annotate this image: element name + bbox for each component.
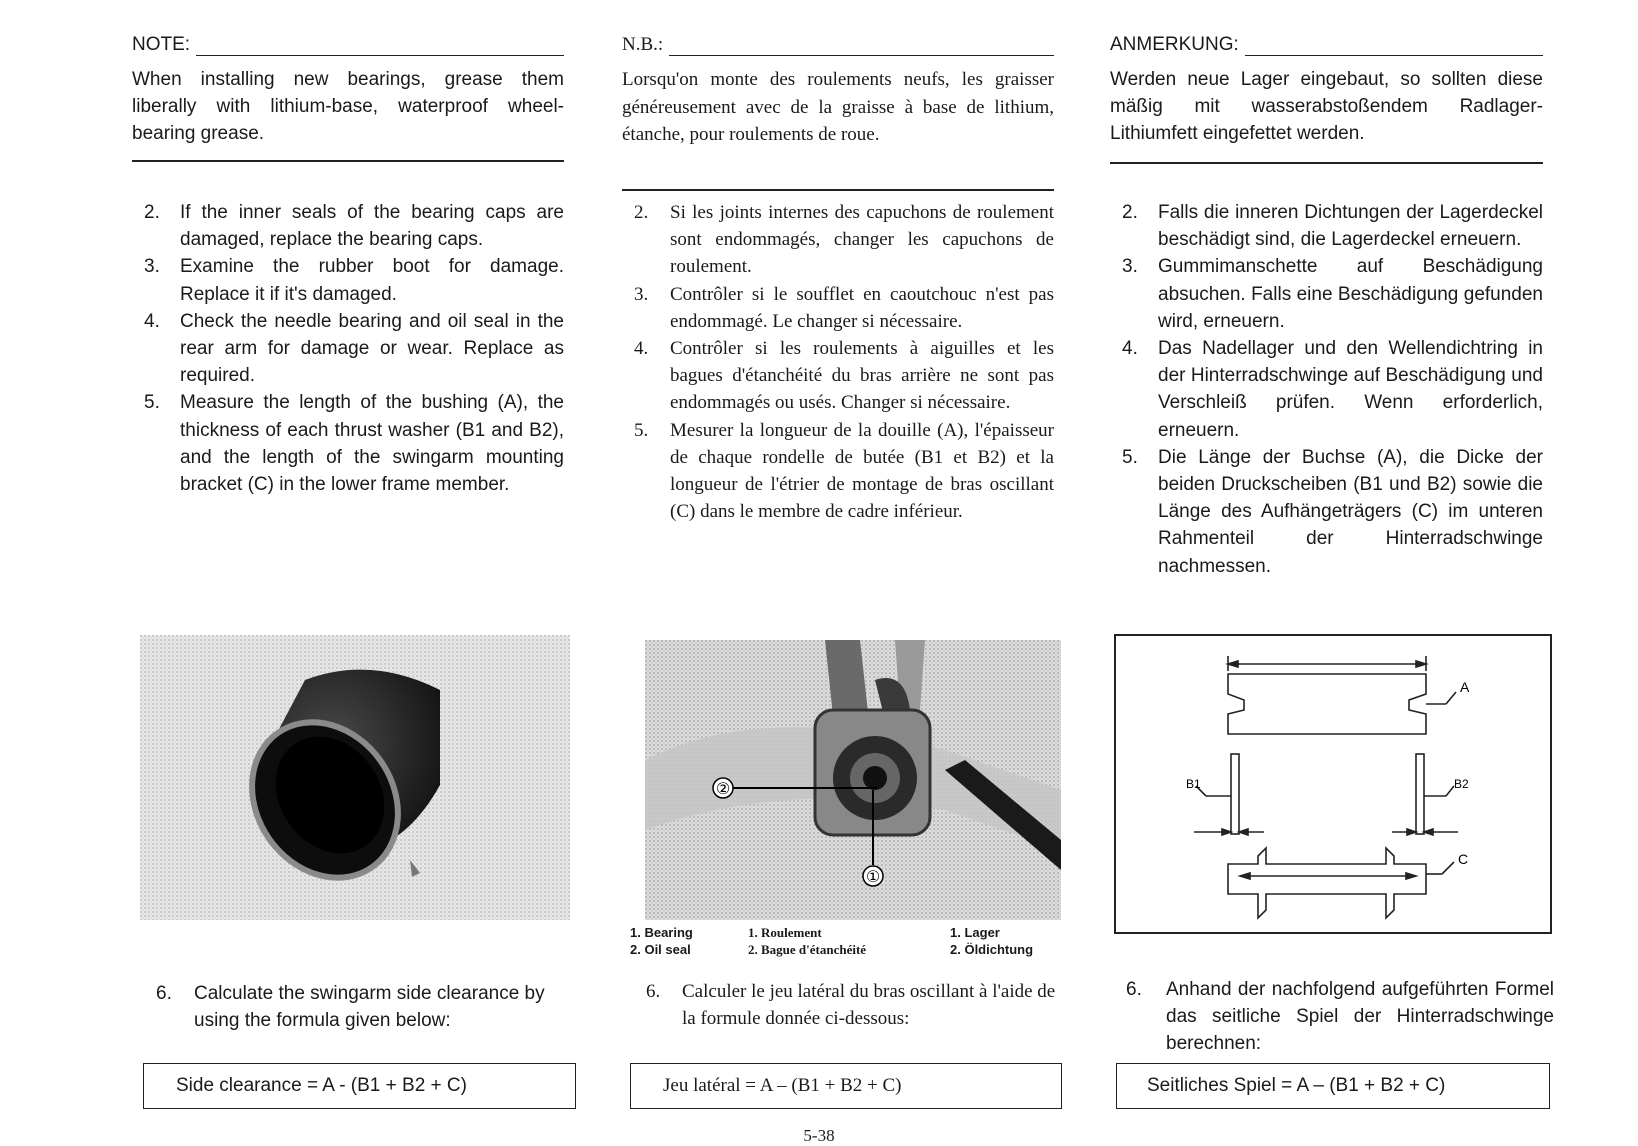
list-item: 2. If the inner seals of the bearing caps are damaged, replace the bearing caps. xyxy=(144,202,564,251)
note-rule-de xyxy=(1245,41,1543,56)
note-text-en: When installing new bearings, grease them liberally with lithium-base, waterproof wheel-bearing grease. xyxy=(132,69,564,144)
formula-box-fr xyxy=(630,1063,1062,1109)
label-c: C xyxy=(1458,851,1469,867)
legend-en: 1. Bearing 2. Oil seal xyxy=(630,925,693,957)
list-item: 2. Si les joints internes des capuchons de roulement sont endommagés, changer les capuchons de roulement. xyxy=(634,202,1054,278)
list-item: 4. Das Nadellager und den Wellendichtring in der Hinterradschwinge auf Beschädigung und Verschleiß prüfen. Wenn erforderlich, erneuern. xyxy=(1122,338,1543,441)
list-item: 3. Examine the rubber boot for damage. Replace it if it's damaged. xyxy=(144,256,564,305)
page-number: 5-38 xyxy=(803,1126,835,1145)
measurement-diagram xyxy=(1114,634,1552,934)
callout-1: ① xyxy=(865,867,881,886)
list-item: 2. Falls die inneren Dichtungen der Lagerdeckel beschädigt sind, die Lagerdeckel erneuern. xyxy=(1122,202,1543,251)
list-item: 3. Contrôler si le soufflet en caoutchouc n'est pas endommagé. Le changer si nécessaire. xyxy=(634,283,1054,332)
note-text-de: Werden neue Lager eingebaut, so sollten diese mäßig mit wasserabstoßendem Radlager-Lithiumfett eingefettet werden. xyxy=(1110,69,1543,144)
note-label-en: NOTE: xyxy=(132,34,191,55)
note-text-fr: Lorsqu'on monte des roulements neufs, les graisser généreusement avec de la graisse à base de lithium, étanche, pour roulements de roue. xyxy=(622,69,1054,145)
label-b2: B2 xyxy=(1454,777,1469,791)
steps-list-en xyxy=(134,199,564,498)
list-item: 5. Mesurer la longueur de la douille (A), l'épaisseur de chaque rondelle de butée (B1 et B2) et la longueur de l'étrier de montage de bras oscillant (C) dans le membre de cadre inférieur. xyxy=(634,419,1054,523)
formula-box-en xyxy=(143,1063,576,1109)
step6-de: 6. Anhand der nachfolgend aufgeführten Formel das seitliche Spiel der Hinterradschwinge berechnen: xyxy=(1126,979,1554,1054)
formula-de: Seitliches Spiel = A – (B1 + B2 + C) xyxy=(1147,1075,1446,1096)
note-rule-en xyxy=(196,41,564,56)
label-a: A xyxy=(1460,679,1470,695)
note-label-fr: N.B.: xyxy=(622,34,664,55)
note-heading-fr xyxy=(622,34,1054,56)
note-rule-fr xyxy=(669,41,1054,56)
bearing-photo xyxy=(645,640,1061,920)
list-item: 5. Die Länge der Buchse (A), die Dicke der beiden Druckscheiben (B1 und B2) sowie die Länge des Aufhängeträgers (C) im unteren Rahmenteil der Hinterradschwinge nachmessen. xyxy=(1122,446,1543,577)
rubber-boot-photo xyxy=(140,635,570,920)
legend-de: 1. Lager 2. Öldichtung xyxy=(950,925,1034,957)
note-divider-de xyxy=(1110,162,1543,164)
formula-en: Side clearance = A - (B1 + B2 + C) xyxy=(176,1075,467,1096)
label-b1: B1 xyxy=(1186,777,1201,791)
list-item: 3. Gummimanschette auf Beschädigung absuchen. Falls eine Beschädigung gefunden wird, erneuern. xyxy=(1122,256,1543,332)
steps-list-de xyxy=(1112,199,1543,580)
note-heading-de xyxy=(1110,34,1543,56)
step6-fr: 6. Calculer le jeu latéral du bras oscillant à l'aide de la formule donnée ci-dessous: xyxy=(646,981,1056,1029)
list-item: 4. Check the needle bearing and oil seal in the rear arm for damage or wear. Replace as required. xyxy=(144,310,564,387)
callout-2: ② xyxy=(715,779,731,798)
note-heading-en xyxy=(132,34,564,56)
formula-box-de xyxy=(1116,1063,1550,1109)
note-divider-en xyxy=(132,160,564,162)
step6-en: 6. Calculate the swingarm side clearance by using the formula given below: xyxy=(156,983,545,1031)
note-label-de: ANMERKUNG: xyxy=(1110,34,1239,55)
list-item: 4. Contrôler si les roulements à aiguilles et les bagues d'étanchéité du bras arrière ne sont pas endommagés ou usés. Changer si nécessaire. xyxy=(634,338,1054,414)
list-item: 5. Measure the length of the bushing (A), the thickness of each thrust washer (B1 and B2), and the length of the swingarm mounting bracket (C) in the lower frame member. xyxy=(144,392,564,496)
legend-fr: 1. Roulement 2. Bague d'étanchéité xyxy=(748,925,867,957)
formula-fr: Jeu latéral = A – (B1 + B2 + C) xyxy=(663,1075,902,1096)
note-divider-fr xyxy=(622,189,1054,191)
steps-list-fr xyxy=(624,199,1054,525)
